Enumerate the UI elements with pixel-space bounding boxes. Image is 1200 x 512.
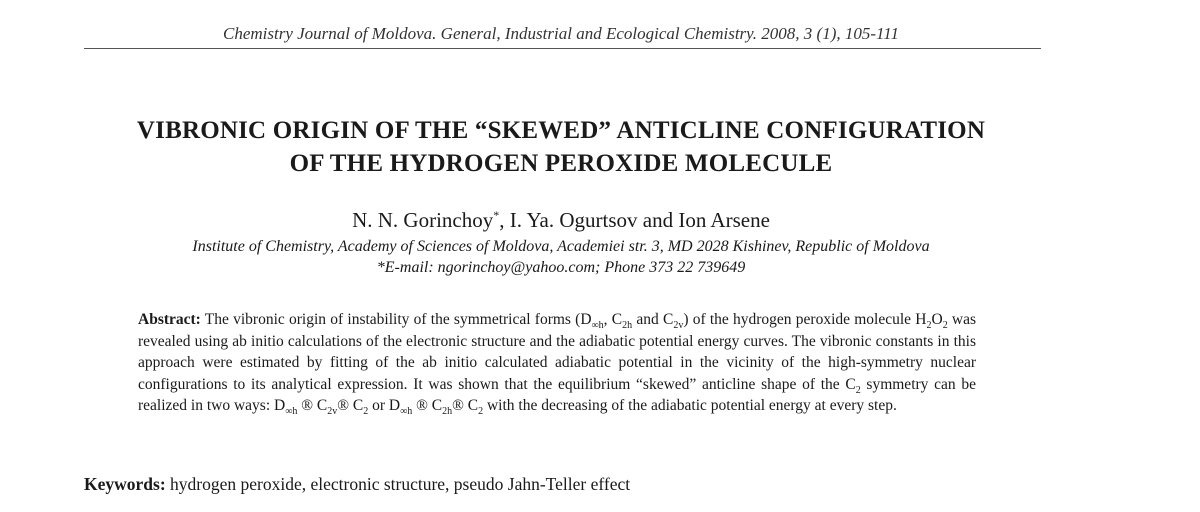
abstract-text: ® C xyxy=(412,397,443,414)
corresponding-mark: * xyxy=(493,208,500,222)
subscript: ∞h xyxy=(285,406,298,418)
abstract-label: Abstract: xyxy=(138,311,201,328)
contact-line: *E-mail: ngorinchoy@yahoo.com; Phone 373 22 739649 xyxy=(376,259,746,276)
abstract-text: symmetry can be realized in two ways: D xyxy=(138,375,976,414)
title-line-1: VIBRONIC ORIGIN OF THE “SKEWED” ANTICLINE CONFIGURATION xyxy=(136,117,986,144)
author-rest: , I. Ya. Ogurtsov and Ion Arsene xyxy=(499,208,770,232)
abstract-text: ® C xyxy=(452,397,479,414)
abstract-text: The vibronic origin of instability of the symmetrical forms (D xyxy=(200,311,592,328)
affiliation-block xyxy=(0,236,1122,278)
subscript: 2 xyxy=(942,320,948,332)
abstract-text: ) of the hydrogen peroxide molecule H xyxy=(683,311,927,328)
subscript: 2 xyxy=(926,320,932,332)
abstract-text: was revealed using ab initio calculations of the electronic structure and the adiabatic potential energy curves. The vibronic constants in this approach were estimated by fitting of the ab initio calculated adiabatic potential in the vicinity of the high-symmetry nuclear configurations to its analytical expression. It was shown that the equilibrium “skewed” anticline shape of the C xyxy=(138,311,977,393)
abstract-text: and C xyxy=(632,311,674,328)
title-line-2: OF THE HYDROGEN PEROXIDE MOLECULE xyxy=(289,150,833,177)
abstract-paragraph xyxy=(138,309,976,417)
subscript: ∞h xyxy=(400,406,413,418)
header-divider xyxy=(84,48,1041,49)
keywords-text: hydrogen peroxide, electronic structure, pseudo Jahn-Teller effect xyxy=(165,474,631,494)
subscript: 2 xyxy=(478,406,484,418)
abstract-text: with the decreasing of the adiabatic potential energy at every step. xyxy=(483,397,897,414)
author-list xyxy=(0,208,1122,233)
abstract-text: O xyxy=(931,311,943,328)
institute-line: Institute of Chemistry, Academy of Sciences of Moldova, Academiei str. 3, MD 2028 Kishinev, Republic of Moldova xyxy=(192,238,930,255)
keywords-line xyxy=(84,474,630,495)
abstract-text: ® C xyxy=(337,397,364,414)
subscript: 2h xyxy=(442,406,453,418)
subscript: 2 xyxy=(363,406,369,418)
keywords-label: Keywords: xyxy=(84,474,166,494)
journal-citation: Chemistry Journal of Moldova. General, Industrial and Ecological Chemistry. 2008, 3 (1), 105-111 xyxy=(223,24,899,43)
author-first: N. N. Gorinchoy xyxy=(352,208,494,232)
subscript: 2v xyxy=(327,406,338,418)
subscript: 2h xyxy=(622,320,633,332)
subscript: ∞h xyxy=(591,320,604,332)
paper-title xyxy=(0,114,1122,180)
subscript: 2v xyxy=(673,320,684,332)
subscript: 2 xyxy=(855,384,861,396)
abstract-text: , C xyxy=(603,311,623,328)
abstract-text: or D xyxy=(368,397,401,414)
abstract-text: ® C xyxy=(297,397,328,414)
